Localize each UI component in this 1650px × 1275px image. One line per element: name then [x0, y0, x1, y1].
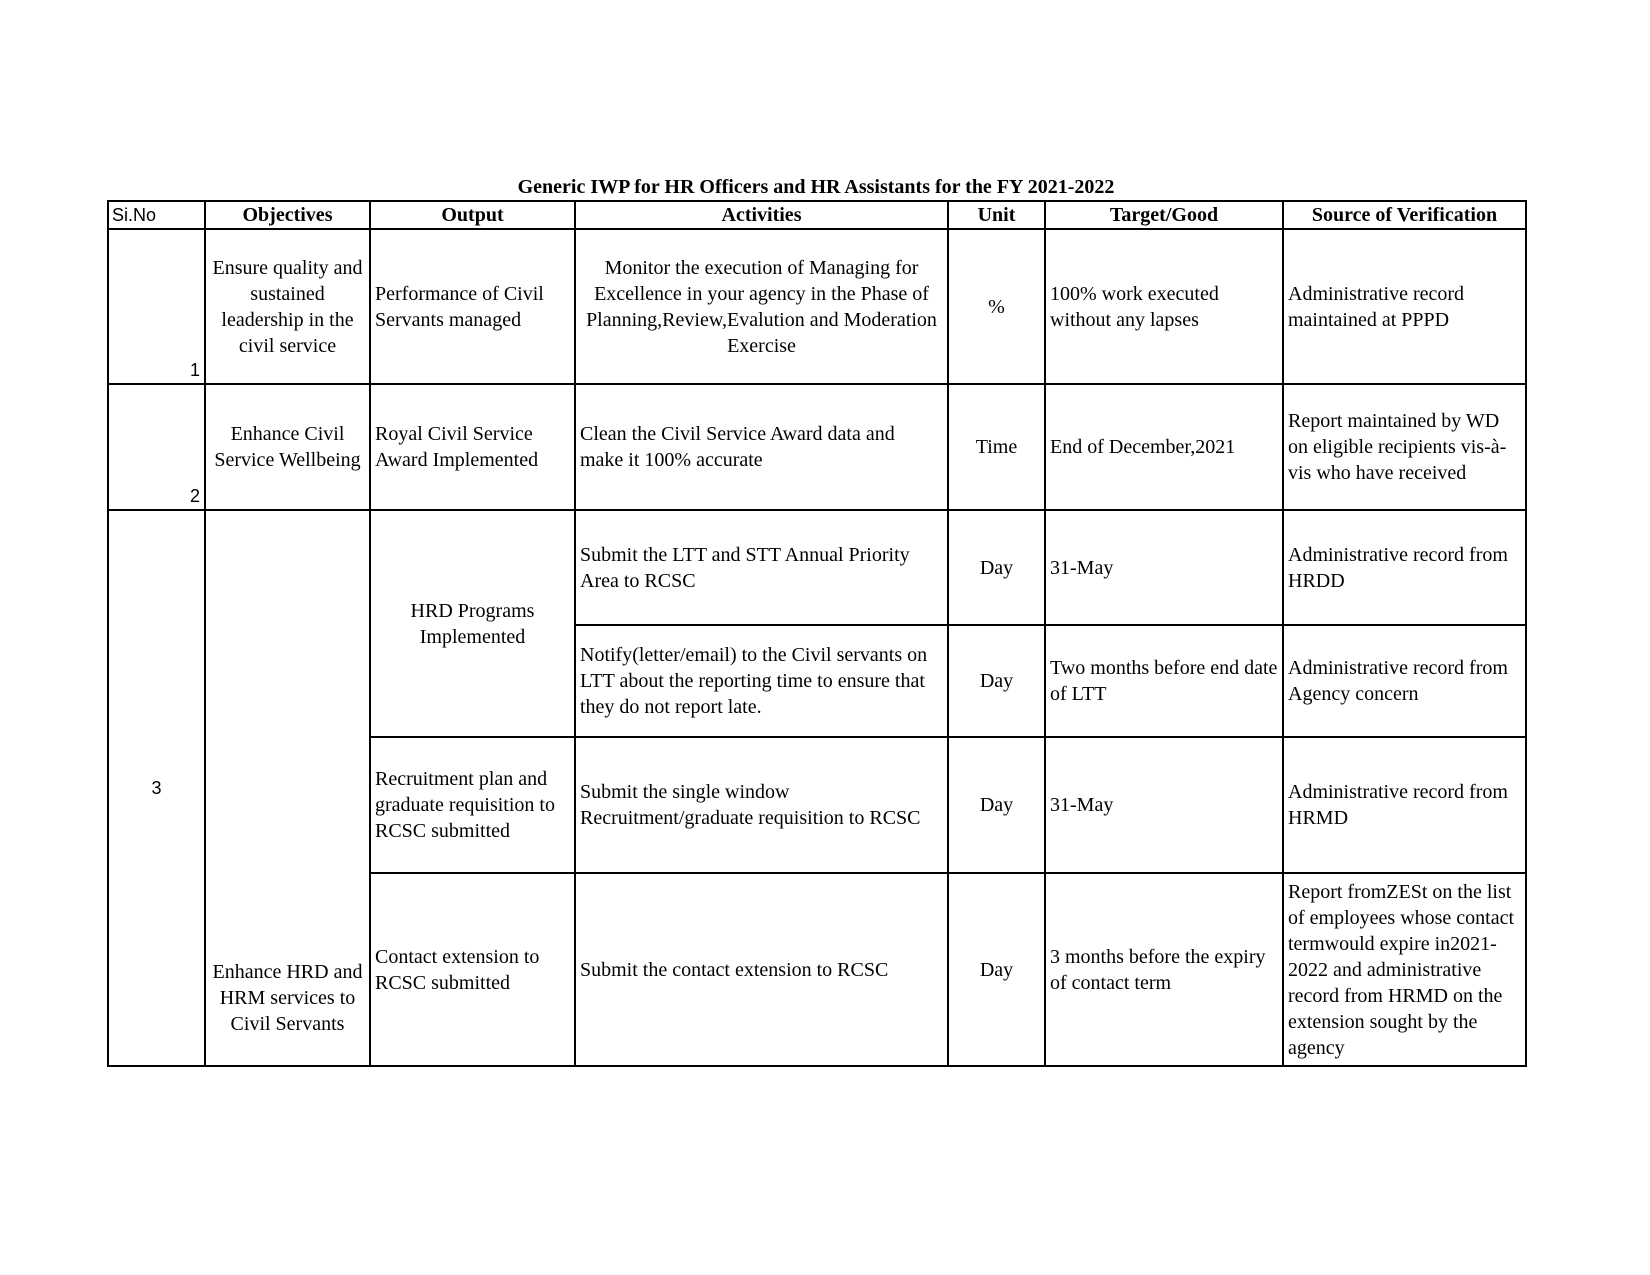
row-verification: Administrative record from Agency concern	[1283, 625, 1526, 737]
row-output: Recruitment plan and graduate requisition to RCSC submitted	[370, 737, 575, 873]
row-activity: Submit the LTT and STT Annual Priority Area to RCSC	[575, 510, 948, 625]
row-verification: Administrative record from HRDD	[1283, 510, 1526, 625]
row-verification: Administrative record from HRMD	[1283, 737, 1526, 873]
header-row	[108, 201, 1526, 229]
row-unit: Time	[948, 384, 1045, 510]
header-verification: Source of Verification	[1283, 201, 1526, 229]
header-unit: Unit	[948, 201, 1045, 229]
row-activity: Monitor the execution of Managing for Excellence in your agency in the Phase of Planning,Review,Evalution and Moderation Exercise	[575, 229, 948, 384]
row-output: Royal Civil Service Award Implemented	[370, 384, 575, 510]
row-unit: Day	[948, 873, 1045, 1066]
header-activities: Activities	[575, 201, 948, 229]
row-objective: Enhance Civil Service Wellbeing	[205, 384, 370, 510]
header-output: Output	[370, 201, 575, 229]
row-target: 100% work executed without any lapses	[1045, 229, 1283, 384]
row-objective: Enhance HRD and HRM services to Civil Servants	[205, 510, 370, 1066]
row-output: HRD Programs Implemented	[370, 510, 575, 737]
row-activity: Submit the single window Recruitment/graduate requisition to RCSC	[575, 737, 948, 873]
header-target: Target/Good	[1045, 201, 1283, 229]
row-si-no: 1	[108, 229, 205, 384]
row-target: 31-May	[1045, 510, 1283, 625]
row-objective: Ensure quality and sustained leadership in the civil service	[205, 229, 370, 384]
row-unit: Day	[948, 510, 1045, 625]
row-unit: Day	[948, 737, 1045, 873]
row-verification: Administrative record maintained at PPPD	[1283, 229, 1526, 384]
header-si-no: Si.No	[108, 201, 205, 229]
iwp-table	[107, 200, 1527, 1067]
row-unit: Day	[948, 625, 1045, 737]
row-si-no: 2	[108, 384, 205, 510]
row-activity: Notify(letter/email) to the Civil servants on LTT about the reporting time to ensure that they do not report late.	[575, 625, 948, 737]
row-si-no: 3	[108, 510, 205, 1066]
row-target: Two months before end date of LTT	[1045, 625, 1283, 737]
table-row	[108, 384, 1526, 510]
row-verification: Report fromZESt on the list of employees whose contact termwould expire in2021-2022 and administrative record from HRMD on the extension sought by the agency	[1283, 873, 1526, 1066]
row-target: 3 months before the expiry of contact term	[1045, 873, 1283, 1066]
row-unit: %	[948, 229, 1045, 384]
row-target: End of December,2021	[1045, 384, 1283, 510]
table-row	[108, 510, 1526, 625]
document-title: Generic IWP for HR Officers and HR Assistants for the FY 2021-2022	[517, 176, 1115, 198]
row-output: Contact extension to RCSC submitted	[370, 873, 575, 1066]
header-objectives: Objectives	[205, 201, 370, 229]
row-output: Performance of Civil Servants managed	[370, 229, 575, 384]
row-verification: Report maintained by WD on eligible recipients vis-à-vis who have received	[1283, 384, 1526, 510]
row-activity: Submit the contact extension to RCSC	[575, 873, 948, 1066]
table-row	[108, 229, 1526, 384]
row-target: 31-May	[1045, 737, 1283, 873]
row-activity: Clean the Civil Service Award data and make it 100% accurate	[575, 384, 948, 510]
